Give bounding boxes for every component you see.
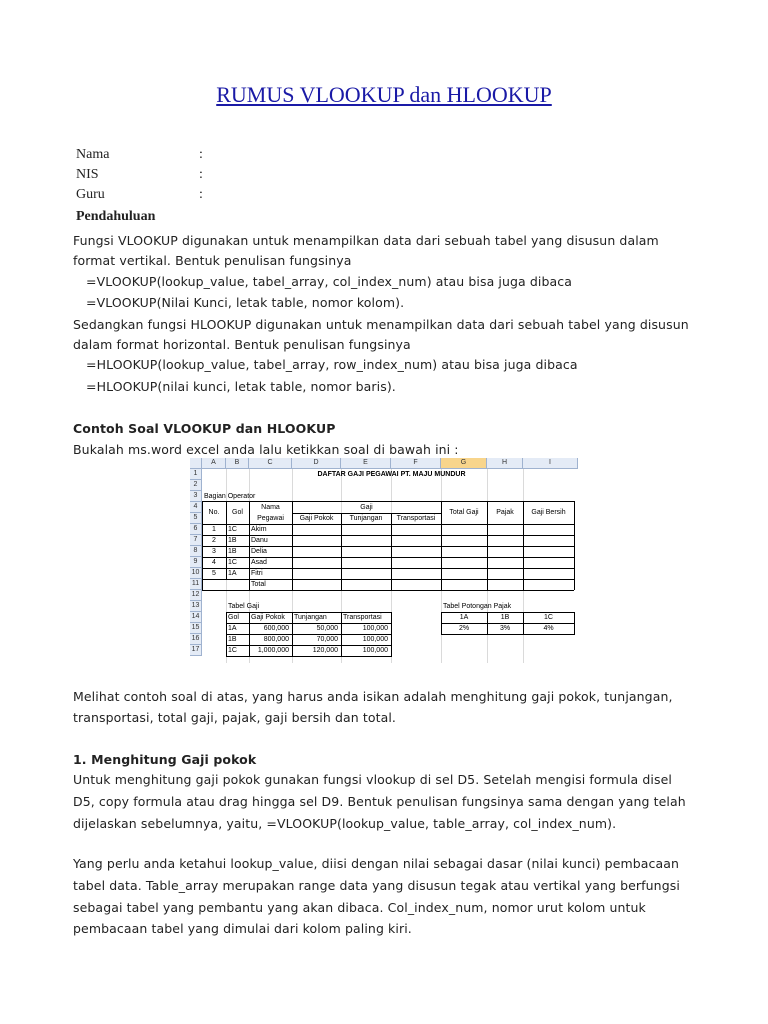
emp-no: 2 bbox=[212, 537, 216, 544]
tg-cell: 600,000 bbox=[263, 625, 289, 632]
col-header: B bbox=[226, 458, 249, 469]
tp-value: 3% bbox=[499, 625, 511, 632]
info-nama bbox=[76, 147, 203, 163]
tg-cell: 100,000 bbox=[362, 636, 388, 643]
row-header: 16 bbox=[190, 634, 202, 645]
tp-header: 1B bbox=[500, 614, 510, 621]
hdr-gaji-bersih: Gaji Bersih bbox=[531, 509, 566, 516]
intro-line: Fungsi VLOOKUP digunakan untuk menampilkan data dari sebuah tabel yang disusun dalam bbox=[73, 233, 659, 248]
row-header: 13 bbox=[190, 601, 202, 612]
row-header: 4 bbox=[190, 502, 202, 513]
info-guru bbox=[76, 187, 203, 203]
emp-gol: 1B bbox=[228, 548, 237, 555]
col-header: E bbox=[341, 458, 391, 469]
hdr-gaji-pokok: Gaji Pokok bbox=[299, 515, 334, 522]
tp-value: 4% bbox=[543, 625, 554, 632]
body-line: Untuk menghitung gaji pokok gunakan fungsi vlookup di sel D5. Setelah mengisi formula disel bbox=[73, 772, 672, 787]
tg-cell: 800,000 bbox=[263, 636, 289, 643]
tg-cell: 1B bbox=[228, 636, 237, 643]
row-header: 15 bbox=[190, 623, 202, 634]
row-header: 9 bbox=[190, 557, 202, 568]
intro-heading: Pendahuluan bbox=[76, 209, 156, 224]
emp-gol: 1C bbox=[228, 526, 237, 533]
emp-nama: Danu bbox=[251, 537, 268, 544]
row-header: 6 bbox=[190, 524, 202, 535]
col-header: A bbox=[202, 458, 226, 469]
emp-nama: Akim bbox=[251, 526, 267, 533]
row-header: 10 bbox=[190, 568, 202, 579]
body-line: transportasi, total gaji, pajak, gaji bersih dan total. bbox=[73, 710, 397, 725]
sheet-bagian: Bagian Operator bbox=[204, 493, 256, 500]
info-sep: : bbox=[199, 147, 203, 162]
hdr-no: No. bbox=[208, 509, 220, 516]
row-header: 12 bbox=[190, 590, 202, 601]
info-label: Nama bbox=[76, 147, 110, 162]
col-header-selected: G bbox=[441, 458, 487, 469]
hdr-gaji: Gaji bbox=[360, 504, 373, 511]
tg-cell: 50,000 bbox=[316, 625, 338, 632]
col-header: H bbox=[487, 458, 523, 469]
intro-line: format vertikal. Bentuk penulisan fungsinya bbox=[73, 253, 352, 268]
corner-cell bbox=[190, 458, 202, 469]
tg-cell: 1C bbox=[228, 647, 237, 654]
emp-nama: Delia bbox=[251, 548, 267, 555]
col-header: C bbox=[249, 458, 292, 469]
formula-line: =HLOOKUP(nilai kunci, letak table, nomor baris). bbox=[86, 379, 396, 394]
page-title: RUMUS VLOOKUP dan HLOOKUP bbox=[216, 82, 552, 107]
emp-nama: Fitri bbox=[251, 570, 263, 577]
hdr-pegawai: Pegawai bbox=[257, 515, 284, 522]
info-label: Guru bbox=[76, 187, 105, 202]
info-sep: : bbox=[199, 167, 203, 182]
tabel-gaji-title: Tabel Gaji bbox=[228, 603, 260, 610]
formula-line: =VLOOKUP(Nilai Kunci, letak table, nomor kolom). bbox=[86, 295, 405, 310]
row-header: 3 bbox=[190, 491, 202, 502]
row-header: 11 bbox=[190, 579, 202, 590]
example-text: Bukalah ms.word excel anda lalu ketikkan soal di bawah ini : bbox=[73, 442, 459, 457]
row-header: 7 bbox=[190, 535, 202, 546]
spreadsheet-image bbox=[190, 458, 578, 663]
body-line: sebagai tabel yang pembantu yang akan dibaca. Col_index_num, nomor urut kolom untuk bbox=[73, 900, 646, 915]
row-header: 8 bbox=[190, 546, 202, 557]
tg-header: Gaji Pokok bbox=[251, 614, 285, 621]
example-heading: Contoh Soal VLOOKUP dan HLOOKUP bbox=[73, 421, 336, 436]
emp-no: 4 bbox=[212, 559, 216, 566]
emp-gol: 1C bbox=[228, 559, 237, 566]
sheet-total: Total bbox=[251, 581, 266, 588]
hdr-transportasi: Transportasi bbox=[396, 515, 436, 522]
tg-header: Transportasi bbox=[343, 614, 382, 621]
emp-gol: 1B bbox=[228, 537, 237, 544]
tg-cell: 100,000 bbox=[362, 625, 388, 632]
row-header: 5 bbox=[190, 513, 202, 524]
info-nis bbox=[76, 167, 203, 183]
info-label: NIS bbox=[76, 167, 99, 182]
hdr-nama: Nama bbox=[261, 504, 280, 511]
hdr-gol: Gol bbox=[232, 509, 243, 516]
tp-header: 1C bbox=[544, 614, 553, 621]
emp-no: 5 bbox=[212, 570, 216, 577]
body-line: Melihat contoh soal di atas, yang harus anda isikan adalah menghitung gaji pokok, tunjangan, bbox=[73, 689, 673, 704]
tp-value: 2% bbox=[458, 625, 470, 632]
section1-heading: 1. Menghitung Gaji pokok bbox=[73, 752, 257, 767]
row-header: 17 bbox=[190, 645, 202, 656]
col-header: D bbox=[292, 458, 341, 469]
intro-line: dalam format horizontal. Bentuk penulisan fungsinya bbox=[73, 337, 411, 352]
emp-no: 3 bbox=[212, 548, 216, 555]
body-line: tabel data. Table_array merupakan range data yang disusun tegak atau vertikal yang berfungsi bbox=[73, 878, 680, 893]
tg-cell: 1A bbox=[228, 625, 237, 632]
row-header: 1 bbox=[190, 469, 202, 480]
tg-cell: 120,000 bbox=[312, 647, 338, 654]
sheet-table-title: DAFTAR GAJI PEGAWAI PT. MAJU MUNDUR bbox=[317, 471, 466, 478]
body-line: dijelaskan sebelumnya, yaitu, =VLOOKUP(lookup_value, table_array, col_index_num). bbox=[73, 816, 617, 831]
col-header: F bbox=[391, 458, 441, 469]
intro-line: Sedangkan fungsi HLOOKUP digunakan untuk menampilkan data dari sebuah tabel yang disusun bbox=[73, 317, 689, 332]
hdr-pajak: Pajak bbox=[496, 509, 514, 516]
tp-header: 1A bbox=[459, 614, 469, 621]
formula-line: =HLOOKUP(lookup_value, tabel_array, row_index_num) atau bisa juga dibaca bbox=[86, 357, 578, 372]
tg-header: Tunjangan bbox=[294, 614, 327, 621]
emp-nama: Asad bbox=[251, 559, 267, 566]
info-sep: : bbox=[199, 187, 203, 202]
body-line: D5, copy formula atau drag hingga sel D9. Bentuk penulisan fungsinya sama dengan yang telah bbox=[73, 794, 686, 809]
hdr-total-gaji: Total Gaji bbox=[449, 509, 479, 516]
row-header: 2 bbox=[190, 480, 202, 491]
tg-cell: 70,000 bbox=[316, 636, 338, 643]
body-line: Yang perlu anda ketahui lookup_value, diisi dengan nilai sebagai dasar (nilai kunci) pembacaan bbox=[73, 856, 680, 871]
formula-line: =VLOOKUP(lookup_value, tabel_array, col_index_num) atau bisa juga dibaca bbox=[86, 274, 573, 289]
tg-cell: 100,000 bbox=[362, 647, 388, 654]
hdr-tunjangan: Tunjangan bbox=[349, 515, 383, 522]
col-header: I bbox=[523, 458, 578, 469]
tg-cell: 1,000,000 bbox=[257, 647, 289, 654]
body-line: pembacaan tabel yang dimulai dari kolom paling kiri. bbox=[73, 921, 412, 936]
row-header: 14 bbox=[190, 612, 202, 623]
emp-no: 1 bbox=[212, 526, 216, 533]
tg-header: Gol bbox=[228, 614, 239, 621]
emp-gol: 1A bbox=[228, 570, 237, 577]
tabel-pajak-title: Tabel Potongan Pajak bbox=[443, 603, 512, 610]
